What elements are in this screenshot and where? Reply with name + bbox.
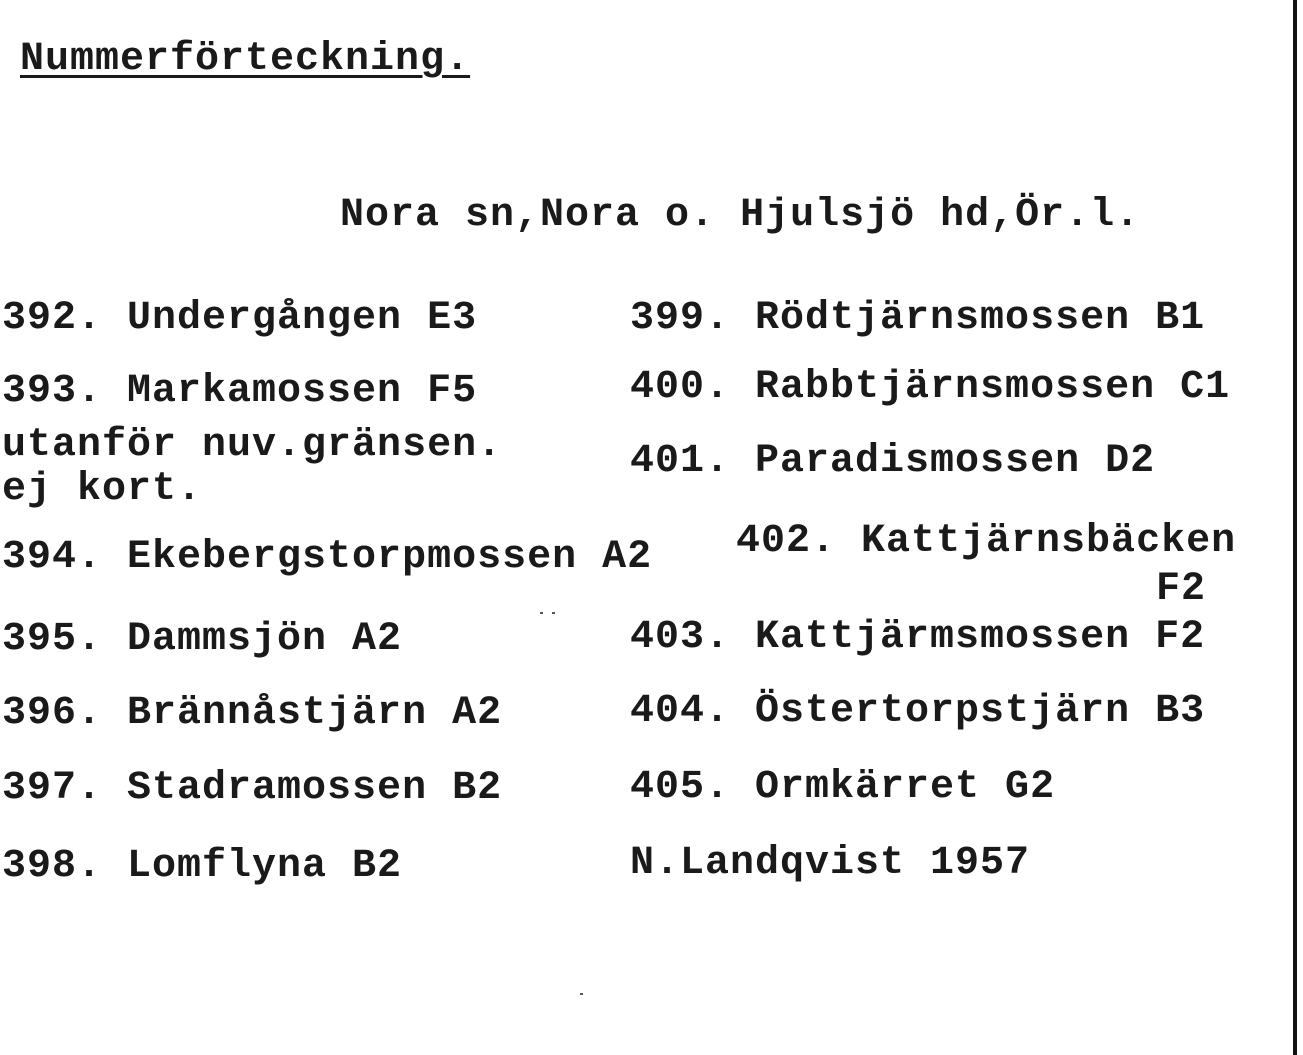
document-subtitle: Nora sn,Nora o. Hjulsjö hd,Ör.l. <box>340 193 1141 238</box>
card-edge-line <box>1293 0 1297 1055</box>
entry-405: 405. Ormkärret G2 <box>630 765 1056 810</box>
scan-speck <box>540 612 543 614</box>
entry-393-note-line-1: utanför nuv.gränsen. <box>2 423 503 468</box>
document-title: Nummerförteckning. <box>20 37 471 82</box>
entry-404: 404. Östertorpstjärn B3 <box>630 689 1206 734</box>
entry-399: 399. Rödtjärnsmossen B1 <box>630 296 1206 341</box>
entry-397: 397. Stadramossen B2 <box>2 766 503 811</box>
entry-403: 403. Kattjärmsmossen F2 <box>630 615 1206 660</box>
entry-392: 392. Undergången E3 <box>2 296 478 341</box>
entry-402: 402. Kattjärnsbäcken <box>736 519 1237 564</box>
entry-394: 394. Ekebergstorpmossen A2 <box>2 535 653 580</box>
entry-400: 400. Rabbtjärnsmossen C1 <box>630 365 1231 410</box>
entry-396: 396. Brännåstjärn A2 <box>2 691 503 736</box>
entry-401: 401. Paradismossen D2 <box>630 439 1156 484</box>
entry-393-note-line-2: ej kort. <box>2 467 203 512</box>
entry-398: 398. Lomflyna B2 <box>2 844 403 889</box>
entry-402-grid: F2 <box>1156 567 1207 612</box>
author-signature: N.Landqvist 1957 <box>630 841 1031 886</box>
scan-speck <box>552 612 555 614</box>
scan-speck <box>580 993 583 995</box>
entry-395: 395. Dammsjön A2 <box>2 617 403 662</box>
entry-393: 393. Markamossen F5 <box>2 369 478 414</box>
